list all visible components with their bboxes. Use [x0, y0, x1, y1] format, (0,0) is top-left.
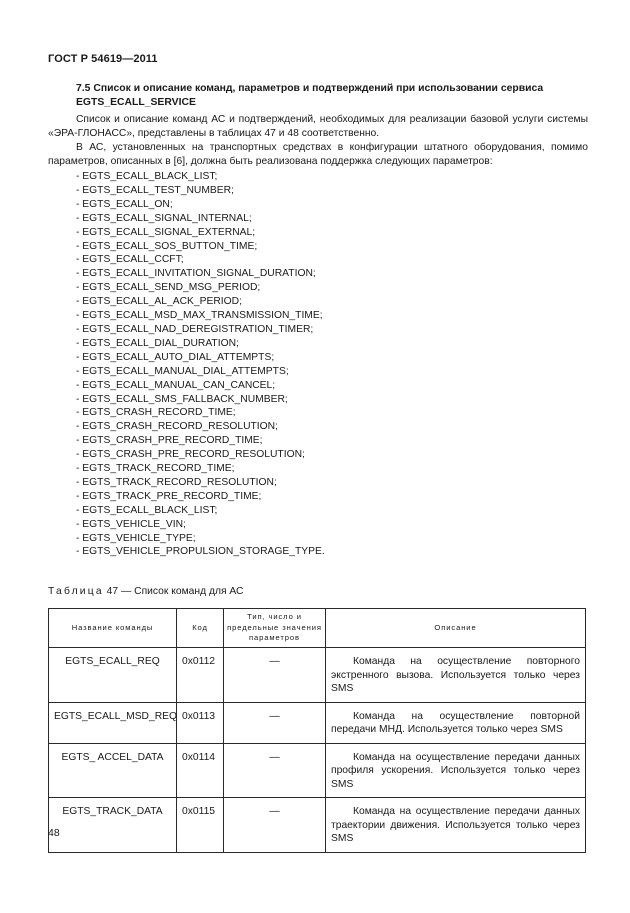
cell-code: 0x0113: [177, 702, 224, 743]
parameter-item: - EGTS_CRASH_RECORD_RESOLUTION;: [76, 421, 278, 433]
description-text: Команда на осуществление повторного экстренного вызова. Используется только через SMS: [331, 656, 580, 694]
parameter-item: - EGTS_ECALL_AL_ACK_PERIOD;: [76, 296, 242, 308]
parameter-item: - EGTS_ECALL_NAD_DEREGISTRATION_TIMER;: [76, 323, 314, 335]
table-row: [49, 743, 586, 798]
cell-parameter-limits: —: [224, 648, 326, 703]
cell-command-name: EGTS_ECALL_MSD_REQ: [49, 702, 177, 743]
cell-parameter-limits: —: [224, 743, 326, 798]
parameter-item: - EGTS_ECALL_CCFT;: [76, 254, 184, 266]
parameter-item: - EGTS_TRACK_RECORD_TIME;: [76, 463, 235, 475]
header-command-name: Название команды: [49, 609, 177, 648]
parameter-list: [76, 170, 325, 559]
parameter-item: - EGTS_ECALL_MANUAL_CAN_CANCEL;: [76, 379, 276, 391]
parameter-item: - EGTS_VEHICLE_PROPULSION_STORAGE_TYPE.: [76, 546, 325, 558]
parameter-item: - EGTS_ECALL_MSD_MAX_TRANSMISSION_TIME;: [76, 310, 323, 322]
description-text: Команда на осуществление передачи данных профиля ускорения. Используется только через SMS: [331, 751, 580, 790]
parameter-item: - EGTS_ECALL_INVITATION_SIGNAL_DURATION;: [76, 268, 316, 280]
parameter-item: - EGTS_VEHICLE_VIN;: [76, 518, 186, 530]
paragraph-tables-intro: Список и описание команд АС и подтверждений, необходимых для реализации базовой услуги системы «ЭРА-ГЛОНАСС», представлены в таблицах 47 и 48 соответственно.: [48, 114, 588, 139]
cell-description: [326, 798, 586, 853]
parameter-item: - EGTS_ECALL_SIGNAL_INTERNAL;: [76, 212, 252, 224]
header-code: Код: [177, 609, 224, 648]
cell-parameter-limits: —: [224, 798, 326, 853]
cell-description: [326, 648, 586, 703]
parameter-item: - EGTS_CRASH_PRE_RECORD_TIME;: [76, 435, 263, 447]
page-number: 48: [48, 827, 60, 839]
table-caption: Таблица 47 — Список команд для АС: [48, 586, 244, 597]
header-parameter-limits: Тип, число и предельные значения параметров: [224, 609, 326, 648]
table-row: [49, 702, 586, 743]
cell-code: 0x0114: [177, 743, 224, 798]
parameter-item: - EGTS_CRASH_PRE_RECORD_RESOLUTION;: [76, 449, 305, 461]
description-text: Команда на осуществление передачи данных траектории движения. Используется только через SMS: [331, 806, 580, 844]
cell-code: 0x0115: [177, 798, 224, 853]
cell-parameter-limits: —: [224, 702, 326, 743]
parameter-item: - EGTS_TRACK_PRE_RECORD_TIME;: [76, 490, 262, 502]
parameter-item: - EGTS_ECALL_MANUAL_DIAL_ATTEMPTS;: [76, 365, 289, 377]
parameter-item: - EGTS_VEHICLE_TYPE;: [76, 532, 196, 544]
parameter-item: - EGTS_ECALL_BLACK_LIST;: [76, 504, 218, 516]
table-row: [49, 648, 586, 703]
parameter-item: - EGTS_ECALL_SEND_MSG_PERIOD;: [76, 282, 261, 294]
table-header-row: [49, 609, 586, 648]
header-description: Описание: [326, 609, 586, 648]
cell-command-name: EGTS_ ACCEL_DATA: [49, 743, 177, 798]
cell-command-name: EGTS_TRACK_DATA: [49, 798, 177, 853]
parameter-item: - EGTS_ECALL_DIAL_DURATION;: [76, 337, 239, 349]
parameter-item: - EGTS_ECALL_ON;: [76, 198, 173, 210]
parameter-item: - EGTS_ECALL_SMS_FALLBACK_NUMBER;: [76, 393, 288, 405]
parameter-item: - EGTS_ECALL_AUTO_DIAL_ATTEMPTS;: [76, 351, 275, 363]
section-title: 7.5 Список и описание команд, параметров и подтверждений при использовании сервиса EGTS_ECALL_SERVICE: [76, 83, 544, 108]
document-header: ГОСТ Р 54619—2011: [48, 53, 158, 65]
parameter-item: - EGTS_TRACK_RECORD_RESOLUTION;: [76, 476, 277, 488]
parameter-item: - EGTS_ECALL_TEST_NUMBER;: [76, 184, 234, 196]
parameter-item: - EGTS_ECALL_SIGNAL_EXTERNAL;: [76, 226, 256, 238]
paragraph-parameters-intro: В АС, установленных на транспортных средствах в конфигурации штатного оборудования, помимо параметров, описанных в [6], должна быть реализована поддержка следующих параметров:: [48, 142, 588, 167]
commands-table: [48, 608, 586, 853]
parameter-item: - EGTS_CRASH_RECORD_TIME;: [76, 407, 236, 419]
parameter-item: - EGTS_ECALL_SOS_BUTTON_TIME;: [76, 240, 258, 252]
parameter-item: - EGTS_ECALL_BLACK_LIST;: [76, 171, 218, 182]
cell-description: [326, 702, 586, 743]
description-text: Команда на осуществление повторной передачи МНД. Используется только через SMS: [331, 710, 580, 735]
cell-code: 0x0112: [177, 648, 224, 703]
cell-description: [326, 743, 586, 798]
table-row: [49, 798, 586, 853]
cell-command-name: EGTS_ECALL_REQ: [49, 648, 177, 703]
